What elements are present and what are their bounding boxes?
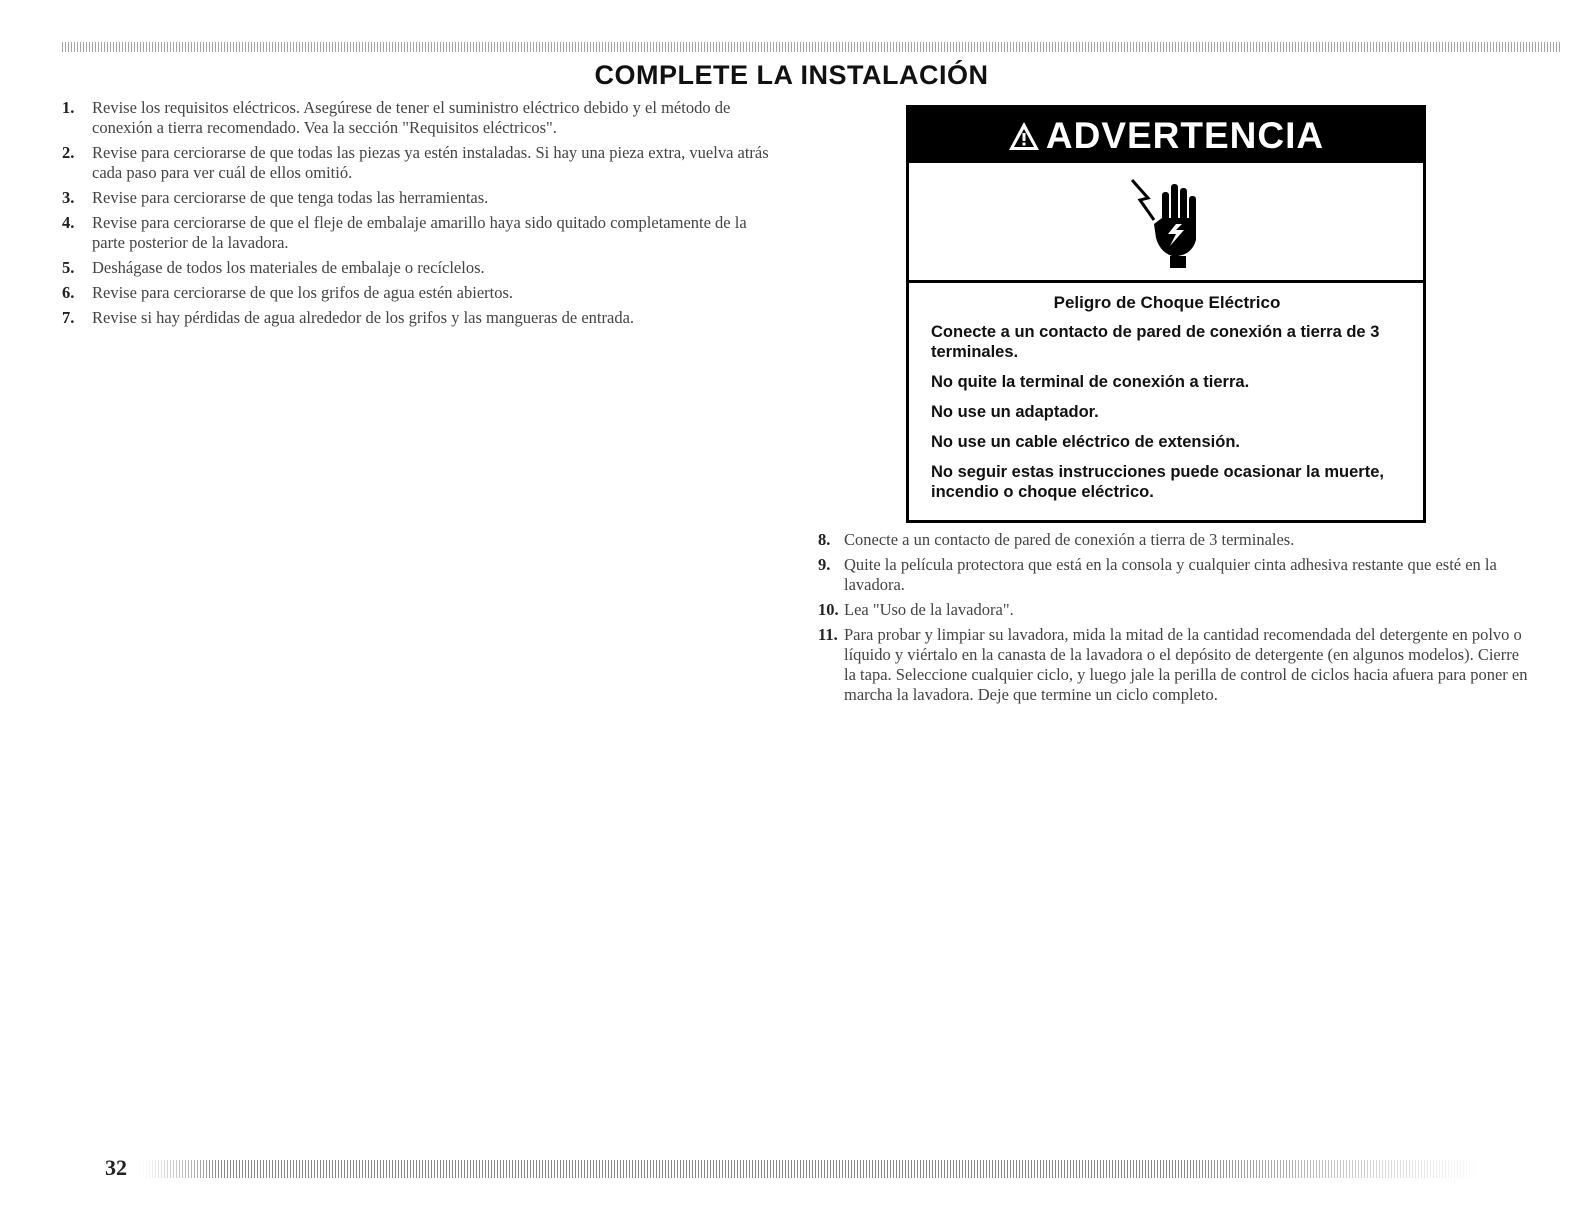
steps-list-right	[818, 530, 1528, 710]
step-item	[62, 283, 782, 303]
step-number: 4.	[62, 213, 75, 232]
warning-triangle-icon	[1008, 121, 1040, 151]
step-item	[818, 530, 1528, 550]
electric-shock-hand-icon	[1126, 172, 1206, 272]
step-number: 6.	[62, 283, 75, 302]
step-item	[818, 600, 1528, 620]
step-number: 10.	[818, 600, 839, 619]
page-title: COMPLETE LA INSTALACIÓN	[594, 60, 989, 90]
step-item	[62, 143, 782, 183]
warning-line: No use un adaptador.	[931, 403, 1099, 421]
step-number: 11.	[818, 625, 838, 644]
step-item	[62, 98, 782, 138]
warning-box	[906, 105, 1426, 523]
step-text: Lea "Uso de la lavadora".	[844, 600, 1014, 619]
step-text: Deshágase de todos los materiales de embalaje o recíclelos.	[92, 258, 485, 277]
step-item	[62, 213, 782, 253]
warning-header	[909, 108, 1423, 163]
step-text: Revise para cerciorarse de que el fleje de embalaje amarillo haya sido quitado completamente de la parte posterior de la lavadora.	[92, 213, 747, 252]
warning-line: No use un cable eléctrico de extensión.	[931, 433, 1241, 451]
step-number: 7.	[62, 308, 75, 327]
warning-header-text: ADVERTENCIA	[1045, 114, 1325, 156]
step-text: Revise para cerciorarse de que todas las piezas ya estén instaladas. Si hay una pieza extra, vuelva atrás cada paso para ver cuál de ellos omitió.	[92, 143, 769, 182]
step-text: Quite la película protectora que está en la consola y cualquier cinta adhesiva restante que esté en la lavadora.	[844, 555, 1497, 594]
step-item	[818, 555, 1528, 595]
step-number: 1.	[62, 98, 75, 117]
steps-list-left	[62, 98, 782, 333]
step-text: Para probar y limpiar su lavadora, mida la mitad de la cantidad recomendada del detergente en polvo o líquido y viértalo en la canasta de la lavadora o el depósito de detergente (en algunos modelos). Cierre la tapa. Seleccione cualquier ciclo, y luego jale la perilla de control de ciclos hacia afuera para poner en marcha la lavadora. Deje que termine un ciclo completo.	[844, 625, 1528, 704]
step-text: Conecte a un contacto de pared de conexión a tierra de 3 terminales.	[844, 530, 1295, 549]
warning-line: No seguir estas instrucciones puede ocasionar la muerte, incendio o choque eléctrico.	[931, 463, 1384, 501]
step-number: 2.	[62, 143, 75, 162]
step-item	[62, 258, 782, 278]
step-number: 8.	[818, 530, 831, 549]
step-item	[62, 188, 782, 208]
step-text: Revise para cerciorarse de que los grifos de agua estén abiertos.	[92, 283, 514, 302]
page-number: 32	[105, 1155, 127, 1180]
warning-subtitle: Peligro de Choque Eléctrico	[1053, 293, 1281, 312]
top-decorative-band	[62, 42, 1562, 52]
bottom-decorative-band	[140, 1160, 1480, 1178]
warning-icon-area	[909, 163, 1423, 283]
step-item	[62, 308, 782, 328]
step-number: 9.	[818, 555, 831, 574]
warning-body	[909, 283, 1423, 502]
step-item	[818, 625, 1528, 705]
step-number: 5.	[62, 258, 75, 277]
step-text: Revise si hay pérdidas de agua alrededor de los grifos y las mangueras de entrada.	[92, 308, 635, 327]
warning-line: No quite la terminal de conexión a tierra.	[931, 373, 1250, 391]
step-number: 3.	[62, 188, 75, 207]
step-text: Revise los requisitos eléctricos. Asegúrese de tener el suministro eléctrico debido y el método de conexión a tierra recomendado. Vea la sección "Requisitos eléctricos".	[92, 98, 731, 137]
warning-line: Conecte a un contacto de pared de conexión a tierra de 3 terminales.	[931, 323, 1380, 361]
step-text: Revise para cerciorarse de que tenga todas las herramientas.	[92, 188, 489, 207]
